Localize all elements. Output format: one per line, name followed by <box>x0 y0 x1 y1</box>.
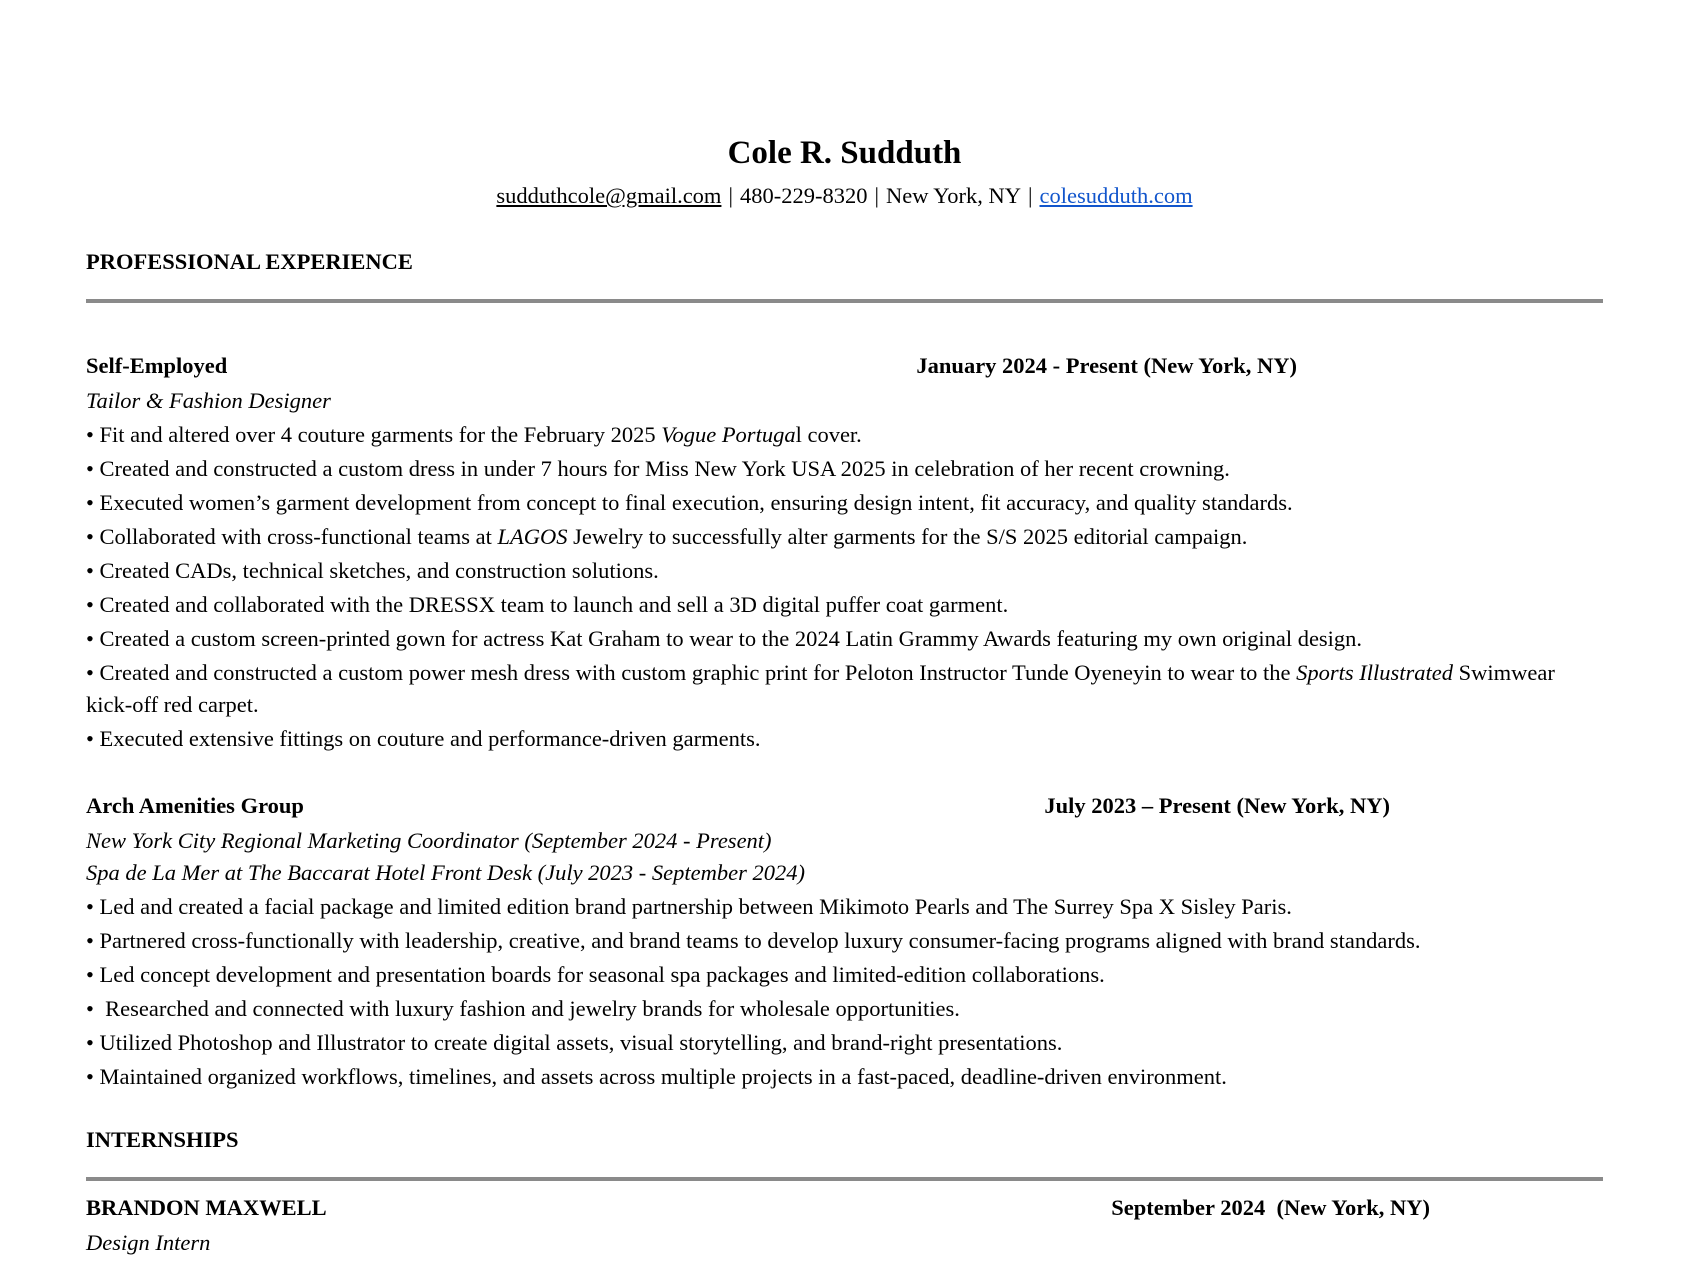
bullet-item: • Created and collaborated with the DRESSX team to launch and sell a 3D digital puffer coat garment. <box>86 592 1009 617</box>
job-heading-row <box>86 791 1603 821</box>
bullet-item: • Researched and connected with luxury fashion and jewelry brands for wholesale opportunities. <box>86 996 960 1021</box>
bullet-item: • Maintained organized workflows, timelines, and assets across multiple projects in a fast-paced, deadline-driven environment. <box>86 1064 1227 1089</box>
contact-separator: | <box>1027 183 1033 208</box>
bullet-item: • Created and constructed a custom power mesh dress with custom graphic print for Peloton Instructor Tunde Oyeneyin to wear to the Sports Illustrated Swimwear kick-off red carpet. <box>86 660 1561 717</box>
bullet-item: • Collaborated with cross-functional teams at LAGOS Jewelry to successfully alter garments for the S/S 2025 editorial campaign. <box>86 524 1248 549</box>
section-divider <box>86 1177 1603 1181</box>
bullet-item: • Created a custom screen-printed gown for actress Kat Graham to wear to the 2024 Latin Grammy Awards featuring my own original design. <box>86 626 1363 651</box>
job-entry-self-employed <box>86 351 1603 755</box>
person-name: Cole R. Sudduth <box>727 135 962 171</box>
bullet-item: • Executed extensive fittings on couture and performance-driven garments. <box>86 726 761 751</box>
section-heading: INTERNSHIPS <box>86 1127 239 1152</box>
job-role: Design Intern <box>86 1230 211 1255</box>
phone-number: 480-229-8320 <box>739 183 868 208</box>
section-heading: PROFESSIONAL EXPERIENCE <box>86 249 413 274</box>
job-heading-row <box>86 351 1603 381</box>
section-divider <box>86 299 1603 303</box>
job-dates: July 2023 – Present (New York, NY) <box>1044 793 1390 818</box>
job-entry-arch-amenities <box>86 791 1603 1093</box>
company-name: Arch Amenities Group <box>86 793 304 818</box>
contact-line <box>86 181 1603 211</box>
section-internships <box>86 1125 1603 1259</box>
bullet-item: • Fit and altered over 4 couture garments for the February 2025 Vogue Portugal cover. <box>86 422 862 447</box>
email-link[interactable]: sudduthcole@gmail.com <box>496 183 722 208</box>
job-role: Tailor & Fashion Designer <box>86 388 331 413</box>
bullet-item: • Led and created a facial package and limited edition brand partnership between Mikimoto Pearls and The Surrey Spa X Sisley Paris. <box>86 894 1292 919</box>
bullet-item: • Partnered cross-functionally with leadership, creative, and brand teams to develop luxury consumer-facing programs aligned with brand standards. <box>86 928 1421 953</box>
resume-header <box>86 0 1603 211</box>
job-heading-row <box>86 1193 1603 1223</box>
location-text: New York, NY <box>885 183 1021 208</box>
job-role: New York City Regional Marketing Coordinator (September 2024 - Present) <box>86 828 772 853</box>
job-dates: January 2024 - Present (New York, NY) <box>916 353 1297 378</box>
bullet-item: • Led concept development and presentation boards for seasonal spa packages and limited-edition collaborations. <box>86 962 1105 987</box>
bullet-item: • Executed women’s garment development from concept to final execution, ensuring design intent, fit accuracy, and quality standards. <box>86 490 1293 515</box>
contact-separator: | <box>728 183 733 208</box>
job-dates: September 2024 (New York, NY) <box>1111 1195 1430 1220</box>
job-entry-brandon-maxwell <box>86 1193 1603 1259</box>
company-name: Self-Employed <box>86 353 228 378</box>
bullet-list <box>86 419 1603 755</box>
bullet-item: • Created and constructed a custom dress in under 7 hours for Miss New York USA 2025 in celebration of her recent crowning. <box>86 456 1230 481</box>
bullet-item: • Created CADs, technical sketches, and construction solutions. <box>86 558 659 583</box>
job-role: Spa de La Mer at The Baccarat Hotel Front Desk (July 2023 - September 2024) <box>86 860 806 885</box>
website-link[interactable]: colesudduth.com <box>1039 183 1193 208</box>
bullet-item: • Utilized Photoshop and Illustrator to create digital assets, visual storytelling, and brand-right presentations. <box>86 1030 1063 1055</box>
section-professional-experience <box>86 247 1603 1093</box>
bullet-list <box>86 891 1603 1093</box>
company-name: BRANDON MAXWELL <box>86 1195 327 1220</box>
contact-separator: | <box>874 183 879 208</box>
